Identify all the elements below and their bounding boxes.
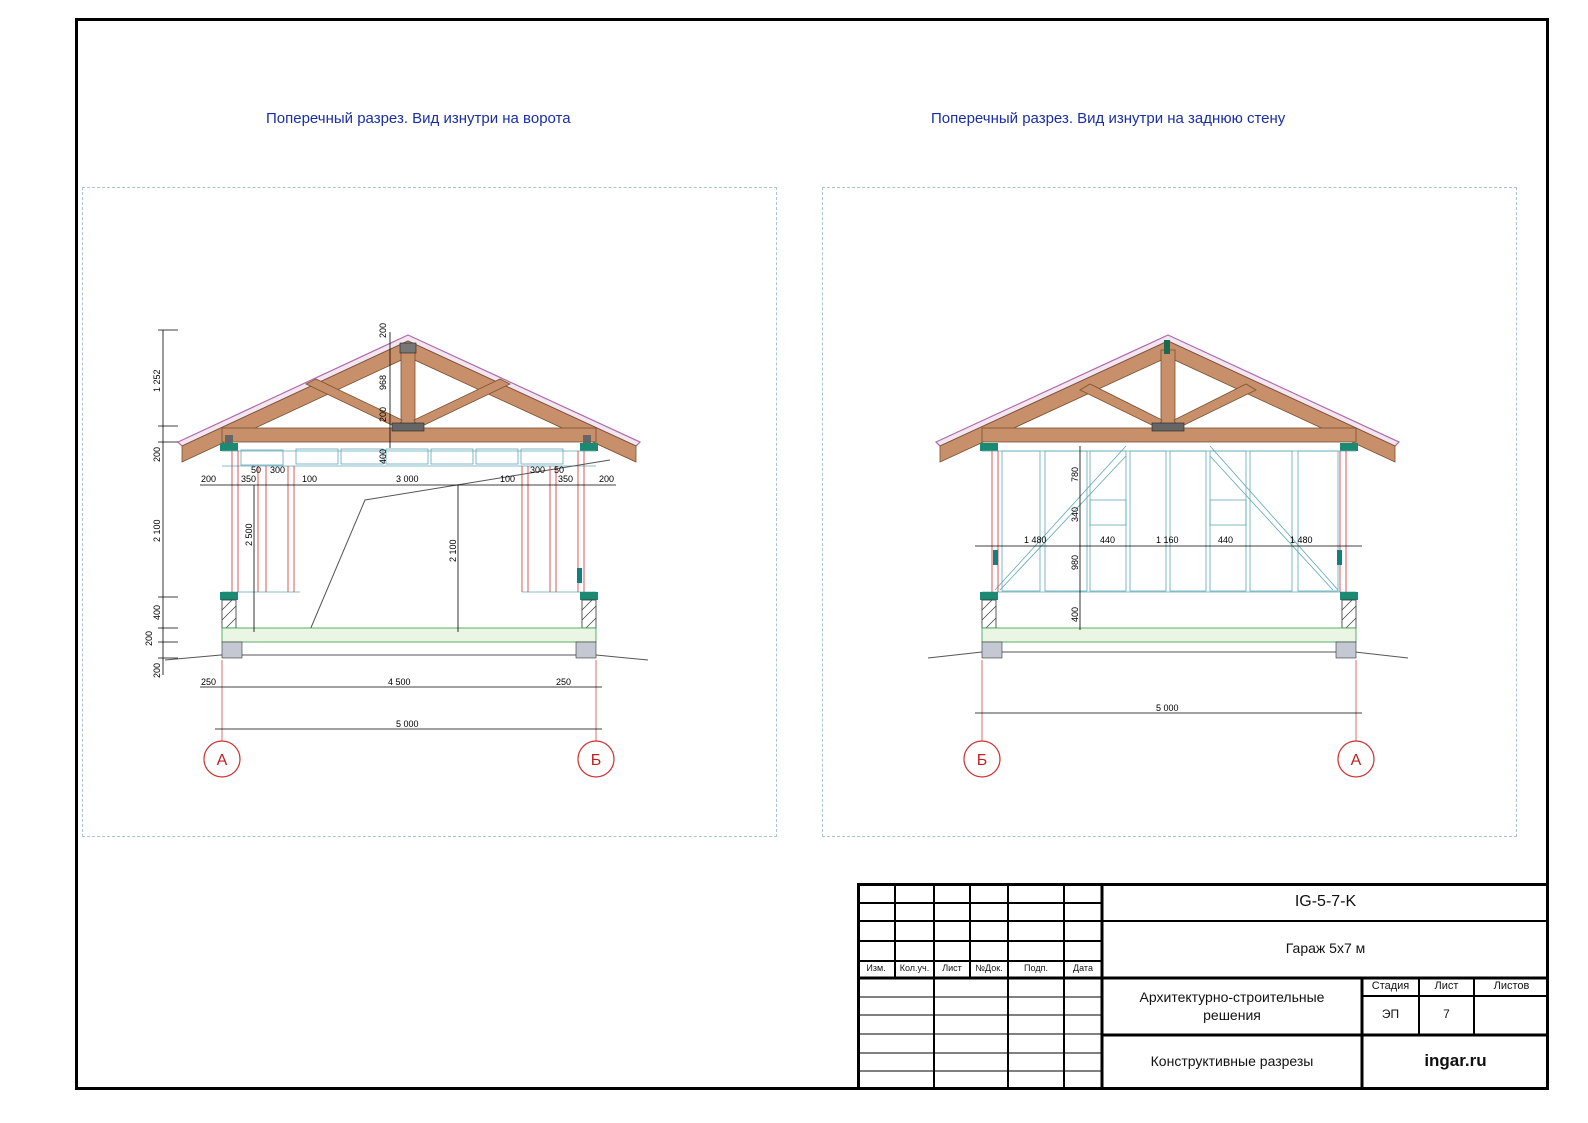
dim-text: 4 500 <box>388 677 411 687</box>
dim-text: 2 100 <box>448 539 458 562</box>
sheet-label: Лист <box>1434 980 1459 992</box>
header-kol-uch: Кол.уч. <box>899 963 930 973</box>
dim-text: 1 480 <box>1024 535 1047 545</box>
dim-text: 2 100 <box>152 519 162 542</box>
dim-text: 350 <box>241 474 257 484</box>
dim-text: 980 <box>1070 554 1080 570</box>
header-izm: Изм. <box>866 963 886 973</box>
dim-text: 200 <box>144 630 154 646</box>
dim-text: 200 <box>152 662 162 678</box>
dim-text: 300 <box>270 465 286 475</box>
dim-text: 100 <box>500 474 516 484</box>
site-logo-text: ingar.ru <box>1424 1051 1487 1070</box>
sheets-label: Листов <box>1493 980 1530 992</box>
document-code: IG-5-7-K <box>1294 893 1357 910</box>
stage-value: ЭП <box>1381 1007 1400 1021</box>
header-podp: Подп. <box>1024 963 1048 973</box>
dim-text: 350 <box>558 474 574 484</box>
dim-text: 2 500 <box>244 523 254 546</box>
dim-text: 200 <box>378 322 388 338</box>
dim-text: 300 <box>530 465 546 475</box>
dim-text: 400 <box>378 448 388 464</box>
dim-text: 968 <box>378 374 388 390</box>
title-block <box>857 883 1549 1090</box>
dim-text: 200 <box>378 406 388 422</box>
dim-text: 1 252 <box>152 369 162 392</box>
dim-text: 780 <box>1070 466 1080 482</box>
dim-text: 440 <box>1218 535 1234 545</box>
dim-text: 400 <box>152 604 162 620</box>
dim-text: 200 <box>152 446 162 462</box>
project-name: Гараж 5х7 м <box>1285 940 1366 956</box>
header-data: Дата <box>1073 963 1093 973</box>
dim-text: 3 000 <box>396 474 419 484</box>
sheet-name: Конструктивные разрезы <box>1150 1053 1314 1069</box>
dim-text: 250 <box>201 677 217 687</box>
axis-label-right: Б <box>590 752 602 769</box>
section-name: Архитектурно-строительные решения <box>1139 989 1325 1023</box>
view-title-back-wall: Поперечный разрез. Вид изнутри на заднюю стену <box>931 110 1286 127</box>
axis-label-left: Б <box>976 752 988 769</box>
dim-text: 440 <box>1100 535 1116 545</box>
dim-text: 1 480 <box>1290 535 1313 545</box>
dim-text: 50 <box>251 465 262 475</box>
dim-text: 340 <box>1070 506 1080 522</box>
axis-label-right: А <box>1350 752 1362 769</box>
dim-text: 100 <box>302 474 318 484</box>
dim-text: 200 <box>599 474 615 484</box>
sheet-value: 7 <box>1443 1007 1450 1021</box>
header-list: Лист <box>942 963 962 973</box>
dim-text: 250 <box>556 677 572 687</box>
stage-label: Стадия <box>1371 980 1410 992</box>
dim-text: 1 160 <box>1156 535 1179 545</box>
dim-text: 400 <box>1070 606 1080 622</box>
dim-text: 5 000 <box>396 719 419 729</box>
dim-text: 200 <box>201 474 217 484</box>
header-doc: №Док. <box>975 963 1003 973</box>
dim-text: 5 000 <box>1156 703 1179 713</box>
dim-text: 50 <box>554 465 565 475</box>
view-title-gate: Поперечный разрез. Вид изнутри на ворота <box>266 110 571 127</box>
axis-label-left: А <box>216 752 228 769</box>
